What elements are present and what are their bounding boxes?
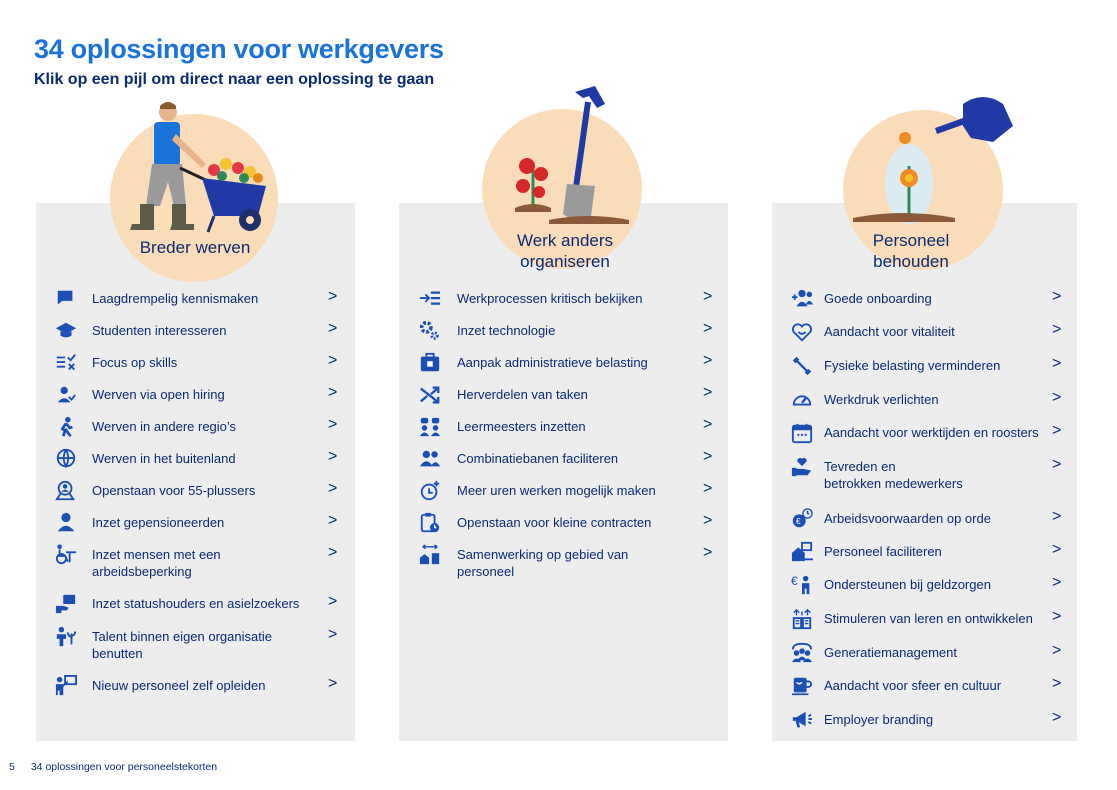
graduation-cap-icon (54, 320, 78, 347)
solution-label-inzet-technologie: Inzet technologie (457, 323, 556, 338)
solution-label-werven-in-het-buitenland: Werven in het buitenland (92, 451, 236, 466)
solution-label-werkprocessen-kritisch-bekijken: Werkprocessen kritisch bekijken (457, 291, 643, 306)
clipboard-clock-icon (418, 512, 442, 539)
go-to-solution-arrow-openstaan-voor-kleine-contracten[interactable]: > (703, 512, 713, 529)
solution-label-arbeidsvoorwaarden-op-orde: Arbeidsvoorwaarden op orde (824, 511, 991, 526)
skills-checklist-icon (54, 352, 78, 379)
globe-icon (54, 448, 78, 475)
go-to-solution-arrow-aandacht-voor-sfeer-en-cultuur[interactable]: > (1052, 675, 1062, 692)
page-title: 34 oplossingen voor werkgevers (34, 34, 444, 64)
gauge-icon (790, 389, 814, 416)
go-to-solution-arrow-samenwerking-op-gebied-van-personeel[interactable]: > (703, 544, 713, 561)
panel-heading-werk-anders-organiseren: Werk anders organiseren (516, 231, 614, 271)
magnifier-person-icon (54, 480, 78, 507)
go-to-solution-arrow-werkdruk-verlichten[interactable]: > (1052, 389, 1062, 406)
euro-clock-icon (790, 508, 814, 535)
go-to-solution-arrow-talent-binnen-eigen-organisatie-benutten[interactable]: > (328, 626, 338, 643)
go-to-solution-arrow-ondersteunen-bij-geldzorgen[interactable]: > (1052, 574, 1062, 591)
go-to-solution-arrow-werven-in-andere-regio-s[interactable]: > (328, 416, 338, 433)
solution-label-herverdelen-van-taken: Herverdelen van taken (457, 387, 588, 402)
briefcase-icon (418, 352, 442, 379)
go-to-solution-arrow-openstaan-voor-55-plussers[interactable]: > (328, 480, 338, 497)
solution-label-leermeesters-inzetten: Leermeesters inzetten (457, 419, 586, 434)
hand-heart-icon (790, 456, 814, 483)
panel-heading-breder-werven: Breder werven (139, 238, 251, 257)
go-to-solution-arrow-inzet-mensen-met-een-arbeidsbeperking[interactable]: > (328, 544, 338, 561)
solution-label-inzet-statushouders-en-asielzoekers: Inzet statushouders en asielzoekers (92, 596, 300, 611)
go-to-solution-arrow-tevreden-en-betrokken-medewerkers[interactable]: > (1052, 456, 1062, 473)
solution-label-werven-via-open-hiring: Werven via open hiring (92, 387, 225, 402)
go-to-solution-arrow-combinatiebanen-faciliteren[interactable]: > (703, 448, 713, 465)
clock-plus-icon (418, 480, 442, 507)
teacher-board-icon (54, 675, 78, 702)
watering-can-flower-illustration (843, 86, 1011, 254)
go-to-solution-arrow-studenten-interesseren[interactable]: > (328, 320, 338, 337)
solution-label-talent-binnen-eigen-organisatie-benutten: Talent binnen eigen organisatie benutten (92, 629, 272, 661)
go-to-solution-arrow-aanpak-administratieve-belasting[interactable]: > (703, 352, 713, 369)
solution-label-werkdruk-verlichten: Werkdruk verlichten (824, 392, 939, 407)
euro-person-icon (790, 574, 814, 601)
two-people-icon (418, 448, 442, 475)
solution-label-inzet-gepensioneerden: Inzet gepensioneerden (92, 515, 225, 530)
solution-label-combinatiebanen-faciliteren: Combinatiebanen faciliteren (457, 451, 619, 466)
solution-label-openstaan-voor-kleine-contracten: Openstaan voor kleine contracten (457, 515, 652, 530)
solution-label-generatiemanagement: Generatiemanagement (824, 645, 957, 660)
solution-label-nieuw-personeel-zelf-opleiden: Nieuw personeel zelf opleiden (92, 678, 266, 693)
buildings-arrows-icon (418, 544, 442, 571)
house-laptop-icon (790, 541, 814, 568)
go-to-solution-arrow-werkprocessen-kritisch-bekijken[interactable]: > (703, 288, 713, 305)
wheelchair-desk-icon (54, 544, 78, 571)
go-to-solution-arrow-werven-in-het-buitenland[interactable]: > (328, 448, 338, 465)
svg-text:€: € (791, 574, 798, 588)
solution-label-meer-uren-werken-mogelijk-maken: Meer uren werken mogelijk maken (457, 483, 656, 498)
go-to-solution-arrow-herverdelen-van-taken[interactable]: > (703, 384, 713, 401)
go-to-solution-arrow-focus-op-skills[interactable]: > (328, 352, 338, 369)
spade-plant-illustration (479, 82, 647, 250)
calendar-icon (790, 422, 814, 449)
go-to-solution-arrow-generatiemanagement[interactable]: > (1052, 642, 1062, 659)
go-to-solution-arrow-werven-via-open-hiring[interactable]: > (328, 384, 338, 401)
go-to-solution-arrow-leermeesters-inzetten[interactable]: > (703, 416, 713, 433)
go-to-solution-arrow-inzet-gepensioneerden[interactable]: > (328, 512, 338, 529)
book-growth-icon (790, 608, 814, 635)
panel-werk-anders-organiseren (399, 203, 728, 741)
solution-label-focus-op-skills: Focus op skills (92, 355, 178, 370)
go-to-solution-arrow-meer-uren-werken-mogelijk-maken[interactable]: > (703, 480, 713, 497)
solution-label-personeel-faciliteren: Personeel faciliteren (824, 544, 942, 559)
megaphone-icon (790, 709, 814, 736)
go-to-solution-arrow-employer-branding[interactable]: > (1052, 709, 1062, 726)
solution-label-openstaan-voor-55-plussers: Openstaan voor 55-plussers (92, 483, 256, 498)
process-list-icon (418, 288, 442, 315)
go-to-solution-arrow-inzet-statushouders-en-asielzoekers[interactable]: > (328, 593, 338, 610)
svg-text:€: € (796, 517, 801, 527)
person-check-icon (54, 384, 78, 411)
go-to-solution-arrow-laagdrempelig-kennismaken[interactable]: > (328, 288, 338, 305)
dumbbell-icon (790, 355, 814, 382)
go-to-solution-arrow-goede-onboarding[interactable]: > (1052, 288, 1062, 305)
solution-label-werven-in-andere-regio-s: Werven in andere regio’s (92, 419, 237, 434)
solution-label-laagdrempelig-kennismaken: Laagdrempelig kennismaken (92, 291, 259, 306)
solution-label-ondersteunen-bij-geldzorgen: Ondersteunen bij geldzorgen (824, 577, 991, 592)
page-number: 5 (9, 761, 15, 773)
footer (9, 761, 217, 773)
go-to-solution-arrow-fysieke-belasting-verminderen[interactable]: > (1052, 355, 1062, 372)
add-people-icon (790, 288, 814, 315)
group-icon (790, 642, 814, 669)
person-walking-icon (54, 416, 78, 443)
solution-label-employer-branding: Employer branding (824, 712, 934, 727)
solution-label-fysieke-belasting-verminderen: Fysieke belasting verminderen (824, 358, 1001, 373)
shuffle-icon (418, 384, 442, 411)
mentor-pair-icon (418, 416, 442, 443)
go-to-solution-arrow-arbeidsvoorwaarden-op-orde[interactable]: > (1052, 508, 1062, 525)
go-to-solution-arrow-stimuleren-van-leren-en-ontwikkelen[interactable]: > (1052, 608, 1062, 625)
solution-label-aandacht-voor-sfeer-en-cultuur: Aandacht voor sfeer en cultuur (824, 678, 1002, 693)
solution-label-tevreden-en-betrokken-medewerkers: Tevreden en betrokken medewerkers (824, 459, 963, 491)
person-icon (54, 512, 78, 539)
heart-smile-icon (790, 321, 814, 348)
solution-label-samenwerking-op-gebied-van-personeel: Samenwerking op gebied van personeel (457, 547, 629, 579)
go-to-solution-arrow-nieuw-personeel-zelf-opleiden[interactable]: > (328, 675, 338, 692)
solution-label-stimuleren-van-leren-en-ontwikkelen: Stimuleren van leren en ontwikkelen (824, 611, 1033, 626)
page-subtitle: Klik op een pijl om direct naar een oplossing te gaan (34, 71, 435, 88)
solution-label-aandacht-voor-vitaliteit: Aandacht voor vitaliteit (824, 324, 955, 339)
solution-label-inzet-mensen-met-een-arbeidsbeperking: Inzet mensen met een arbeidsbeperking (92, 547, 221, 579)
panel-heading-personeel-behouden: Personeel behouden (872, 231, 950, 271)
solution-label-goede-onboarding: Goede onboarding (824, 291, 932, 306)
person-plant-icon (54, 626, 78, 653)
coffee-cup-icon (790, 675, 814, 702)
go-to-solution-arrow-inzet-technologie[interactable]: > (703, 320, 713, 337)
go-to-solution-arrow-personeel-faciliteren[interactable]: > (1052, 541, 1062, 558)
gears-icon (418, 320, 442, 347)
solution-label-studenten-interesseren: Studenten interesseren (92, 323, 227, 338)
footer-text: 34 oplossingen voor personeelstekorten (30, 761, 218, 773)
chat-icon (54, 288, 78, 315)
go-to-solution-arrow-aandacht-voor-vitaliteit[interactable]: > (1052, 321, 1062, 338)
solution-label-aandacht-voor-werktijden-en-roosters: Aandacht voor werktijden en roosters (824, 425, 1039, 440)
go-to-solution-arrow-aandacht-voor-werktijden-en-roosters[interactable]: > (1052, 422, 1062, 439)
solution-label-aanpak-administratieve-belasting: Aanpak administratieve belasting (457, 355, 648, 370)
hand-id-card-icon (54, 593, 78, 620)
